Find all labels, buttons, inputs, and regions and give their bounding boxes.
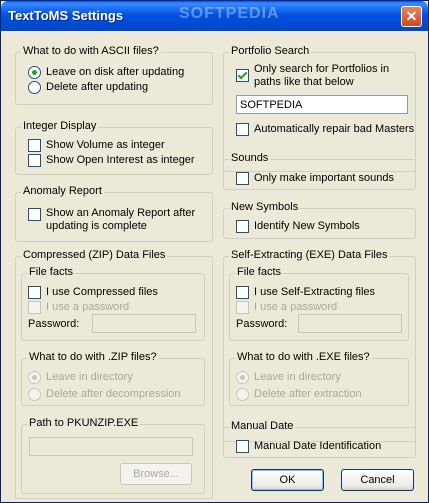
ascii-delete-label: Delete after updating [46, 81, 149, 93]
title-bar[interactable] [1, 1, 428, 31]
pkunzip-path-input[interactable] [29, 437, 193, 456]
ascii-files-group [15, 45, 213, 105]
window-title: TextToMS Settings [8, 8, 124, 23]
exe-delete-label: Delete after extraction [254, 388, 362, 400]
checkbox-icon [28, 301, 41, 314]
exe-password-input[interactable] [298, 314, 402, 333]
portfolio-only-search-label-2: paths like that below [254, 76, 354, 88]
zip-password-input[interactable] [92, 314, 196, 333]
dialog-body [4, 31, 425, 499]
checkbox-icon [236, 301, 249, 314]
checkbox-icon [236, 220, 249, 233]
new-symbols-legend: New Symbols [231, 201, 299, 213]
cancel-button[interactable]: Cancel [341, 469, 414, 491]
exe-use-password-label: I use a password [254, 301, 338, 313]
exe-password-label: Password: [236, 318, 288, 330]
pkunzip-path-group [21, 417, 205, 494]
integer-display-legend: Integer Display [23, 120, 97, 132]
pkunzip-path-legend: Path to PKUNZIP.EXE [29, 417, 139, 429]
anomaly-report-legend: Anomaly Report [23, 185, 102, 197]
zip-file-facts-group [21, 266, 205, 341]
zip-files-group [15, 249, 213, 499]
zip-action-legend: What to do with .ZIP files? [29, 351, 157, 363]
identify-new-symbols-label: Identify New Symbols [254, 220, 360, 232]
checkbox-icon [28, 139, 41, 152]
exe-file-facts-group [229, 266, 409, 341]
exe-leave-label: Leave in directory [254, 371, 341, 383]
important-sounds-label: Only make important sounds [254, 172, 395, 184]
anomaly-report-label-1: Show an Anomaly Report after [46, 207, 196, 219]
ok-button[interactable]: OK [251, 469, 324, 491]
checkbox-icon [28, 286, 41, 299]
radio-selected-icon [236, 371, 249, 384]
ascii-leave-label: Leave on disk after updating [46, 66, 185, 78]
new-symbols-group [223, 201, 416, 239]
exe-action-legend: What to do with .EXE files? [237, 351, 370, 363]
zip-file-facts-legend: File facts [29, 266, 74, 278]
radio-selected-icon [28, 66, 41, 79]
zip-use-password-label: I use a password [46, 301, 130, 313]
checkbox-icon [28, 208, 41, 221]
zip-use-compressed-label: I use Compressed files [46, 286, 158, 298]
exe-files-legend: Self-Extracting (EXE) Data Files [231, 249, 388, 261]
anomaly-report-group [15, 185, 213, 242]
anomaly-report-label-2: updating is complete [46, 220, 147, 232]
show-oi-label: Show Open Interest as integer [46, 154, 195, 166]
manual-date-label: Manual Date Identification [254, 440, 382, 452]
manual-date-legend: Manual Date [231, 420, 294, 432]
exe-use-selfextract-label: I use Self-Extracting files [254, 286, 376, 298]
close-icon: ✕ [405, 8, 418, 24]
zip-files-legend: Compressed (ZIP) Data Files [23, 249, 166, 261]
portfolio-only-search-label-1: Only search for Portfolios in [254, 63, 390, 75]
show-volume-label: Show Volume as integer [46, 139, 165, 151]
exe-file-facts-legend: File facts [237, 266, 282, 278]
sounds-legend: Sounds [231, 152, 269, 164]
browse-button[interactable]: Browse... [120, 463, 192, 485]
integer-display-group [15, 120, 213, 175]
radio-icon [28, 81, 41, 94]
watermark: SOFTPEDIA [179, 5, 280, 22]
auto-repair-label: Automatically repair bad Masters [254, 123, 415, 135]
close-button[interactable] [401, 6, 422, 27]
portfolio-path-input[interactable]: SOFTPEDIA [236, 95, 408, 114]
radio-selected-icon [28, 371, 41, 384]
checkbox-icon [236, 172, 249, 185]
checkbox-icon [236, 440, 249, 453]
manual-date-group [223, 420, 416, 458]
radio-icon [236, 388, 249, 401]
checkbox-icon [28, 154, 41, 167]
checkbox-icon [236, 123, 249, 136]
sounds-group [223, 152, 416, 190]
zip-leave-label: Leave in directory [46, 371, 133, 383]
zip-password-label: Password: [28, 318, 80, 330]
zip-action-group [21, 351, 205, 406]
portfolio-search-legend: Portfolio Search [231, 45, 310, 57]
ascii-files-legend: What to do with ASCII files? [23, 45, 159, 57]
exe-action-group [229, 351, 409, 406]
radio-icon [28, 388, 41, 401]
checkbox-icon [236, 286, 249, 299]
zip-delete-label: Delete after decompression [46, 388, 181, 400]
exe-files-group [223, 249, 416, 442]
checkbox-checked-icon [236, 69, 249, 82]
